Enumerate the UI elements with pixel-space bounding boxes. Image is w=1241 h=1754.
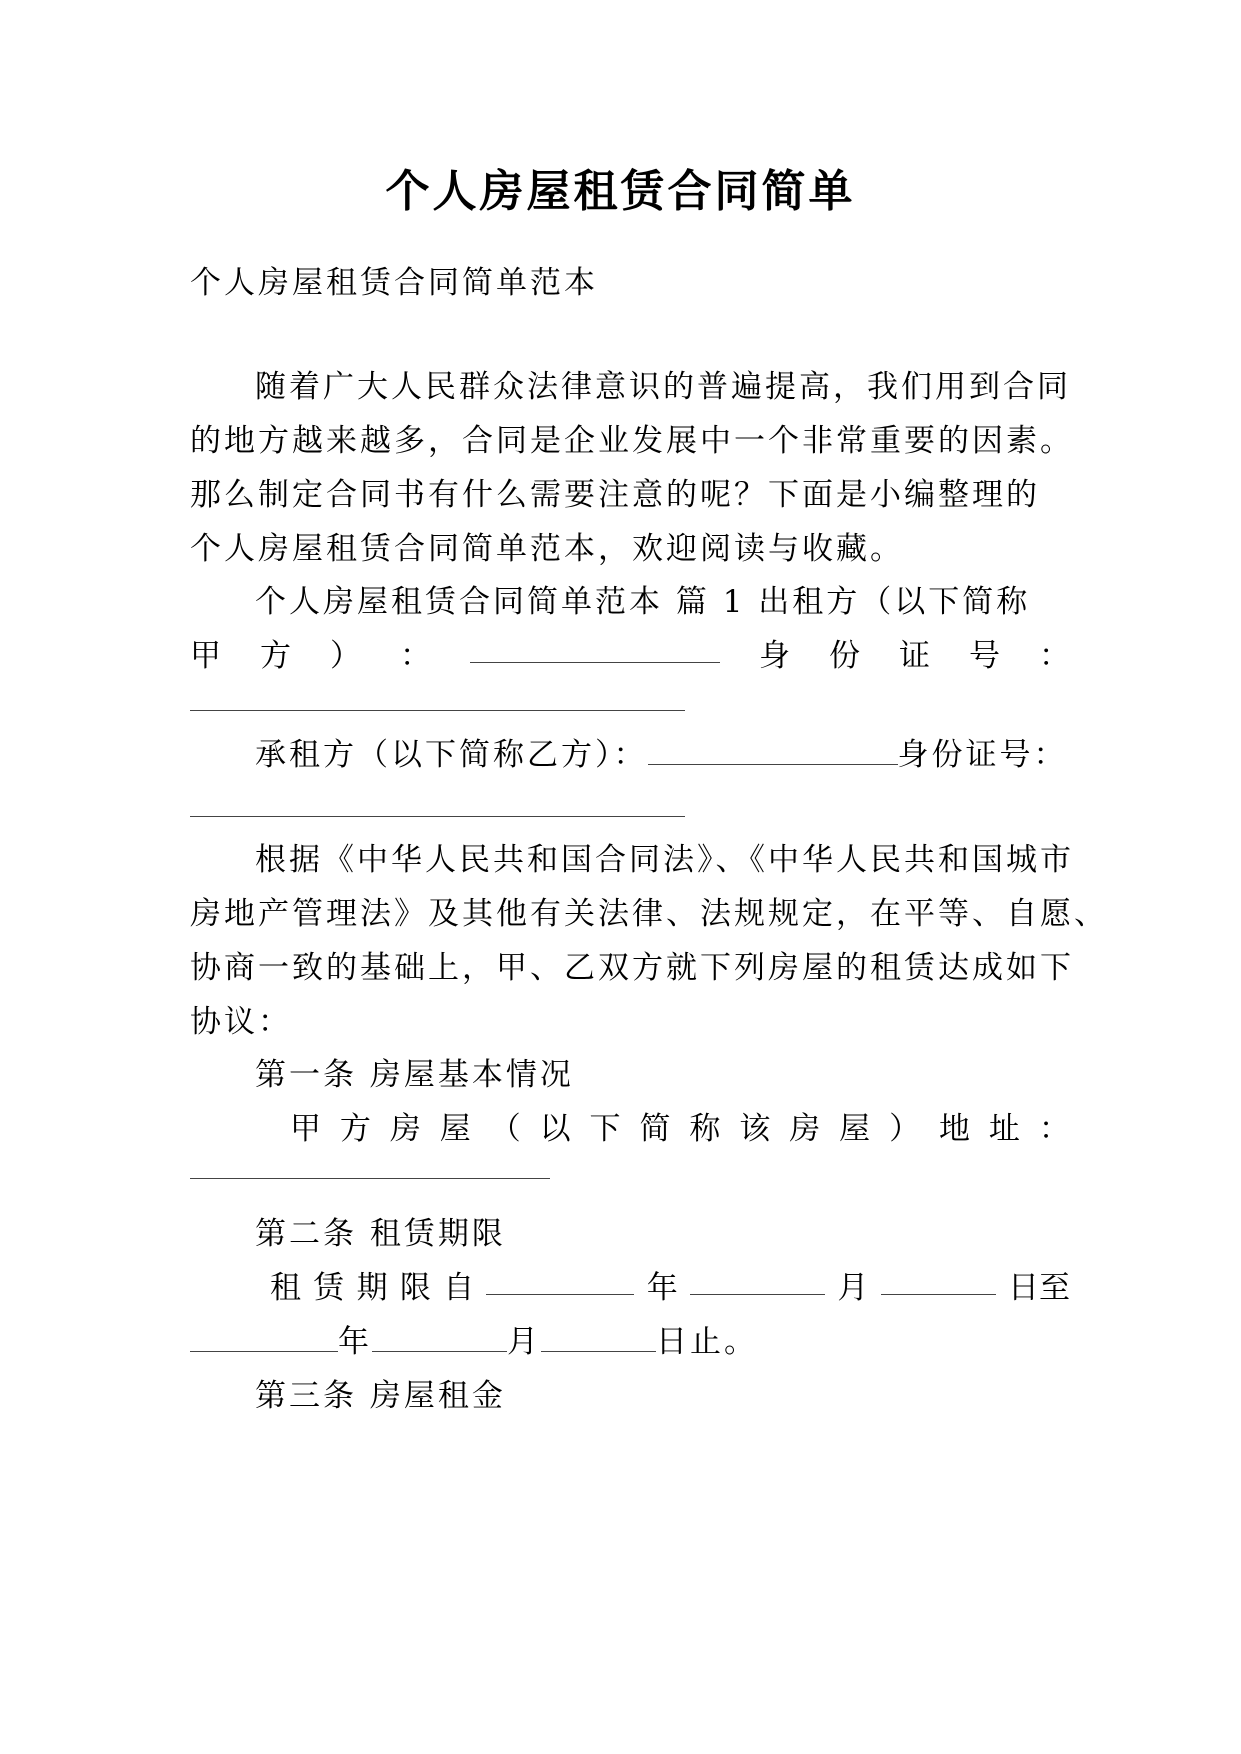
basis-line-1: 根据《中华人民共和国合同法》、《中华人民共和国城市 — [255, 842, 1074, 878]
party-a-label-char: ） — [330, 638, 361, 674]
party-a-id-char: 份 — [829, 638, 860, 674]
article-1-heading: 第一条 房屋基本情况 — [255, 1057, 574, 1093]
article-1-address-label: 甲 方 房 屋 （ 以 下 简 称 该 房 屋 ） 地 址 ： — [290, 1111, 1070, 1147]
article-2-heading: 第二条 租赁期限 — [255, 1216, 506, 1252]
intro-line-4: 个人房屋租赁合同简单范本，欢迎阅读与收藏。 — [190, 531, 904, 567]
party-a-label-char: 甲 — [190, 638, 221, 674]
party-a-id-blank[interactable] — [190, 710, 685, 711]
party-a-line — [190, 636, 1070, 676]
party-b-id-label: 身份证号： — [897, 737, 1068, 773]
party-b-line — [255, 735, 1070, 775]
party-a-id-char: 身 — [759, 638, 790, 674]
start-month-blank[interactable] — [690, 1268, 825, 1295]
address-blank[interactable] — [190, 1178, 550, 1179]
party-a-id-char: 证 — [899, 638, 930, 674]
lease-term-start: 租 赁 期 限 自 年 月 日至 — [270, 1270, 1070, 1306]
article-3-heading: 第三条 房屋租金 — [255, 1378, 506, 1414]
start-day-blank[interactable] — [881, 1268, 996, 1295]
start-year-blank[interactable] — [486, 1268, 634, 1295]
party-a-heading: 个人房屋租赁合同简单范本 篇 1 出租方（以下简称 — [255, 584, 1031, 620]
end-month-blank[interactable] — [372, 1325, 507, 1352]
party-a-label-char: ： — [400, 638, 431, 674]
end-year-blank[interactable] — [190, 1325, 338, 1352]
intro-line-2: 的地方越来越多，合同是企业发展中一个非常重要的因素。 — [190, 423, 1074, 459]
document-subtitle: 个人房屋租赁合同简单范本 — [190, 265, 598, 301]
party-a-id-char: ： — [1039, 638, 1070, 674]
party-b-label: 承租方（以下简称乙方）： — [255, 737, 648, 773]
end-day-blank[interactable] — [541, 1325, 656, 1352]
document-title: 个人房屋租赁合同简单 — [385, 166, 856, 217]
party-a-name-blank[interactable] — [470, 636, 720, 663]
party-a-label-char: 方 — [260, 638, 291, 674]
basis-line-4: 协议： — [190, 1004, 292, 1040]
basis-line-3: 协商一致的基础上，甲、乙双方就下列房屋的租赁达成如下 — [190, 950, 1074, 986]
basis-line-2: 房地产管理法》及其他有关法律、法规规定，在平等、自愿、 — [190, 896, 1108, 932]
party-b-id-blank[interactable] — [190, 816, 685, 817]
intro-line-1: 随着广大人民群众法律意识的普遍提高，我们用到合同 — [255, 369, 1071, 405]
party-b-name-blank[interactable] — [648, 738, 898, 765]
party-a-id-char: 号 — [969, 638, 1000, 674]
lease-term-end: 年 月 日止。 — [190, 1322, 1070, 1362]
intro-line-3: 那么制定合同书有什么需要注意的呢？下面是小编整理的 — [190, 477, 1040, 513]
